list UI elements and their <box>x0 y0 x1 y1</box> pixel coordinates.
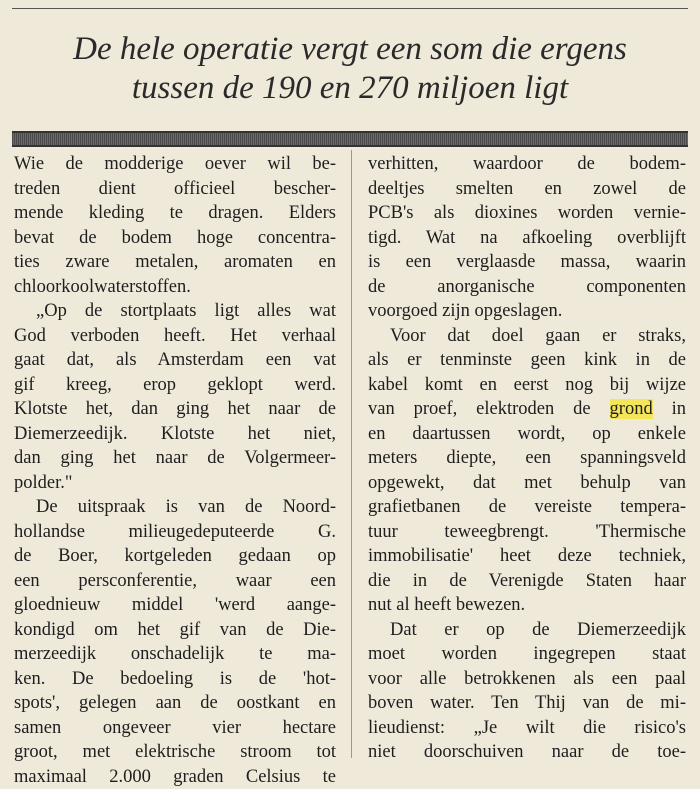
text-line: de Boer, kortgeleden gedaan op <box>14 544 336 569</box>
text-line: God verboden heeft. Het verhaal <box>14 324 336 349</box>
text-line: De uitspraak is van de Noord- <box>14 495 336 520</box>
headline-divider-band <box>12 131 688 147</box>
text-line: kondigd om het gif van de Die- <box>14 618 336 643</box>
text-line: een persconferentie, waar een <box>14 569 336 594</box>
text-line: „Op de stortplaats ligt alles wat <box>14 299 336 324</box>
text-line: opgewekt, dat met behulp van <box>368 471 686 496</box>
text-line: Wie de modderige oever wil be- <box>14 152 336 177</box>
text-line: treden dient officieel bescher- <box>14 177 336 202</box>
article-column-left <box>14 152 336 789</box>
text-fragment: van proef, elektroden de <box>368 399 610 419</box>
text-line: dan ging het naar de Volgermeer- <box>14 446 336 471</box>
text-line: gif kreeg, erop geklopt werd. <box>14 373 336 398</box>
text-line: als er tenminste geen kink in de <box>368 348 686 373</box>
column-divider <box>351 150 352 758</box>
text-line: Voor dat doel gaan er straks, <box>368 324 686 349</box>
top-rule <box>12 8 688 9</box>
text-line: ties zware metalen, aromaten en <box>14 250 336 275</box>
text-fragment: in <box>653 399 686 419</box>
text-line: meters diepte, een spanningsveld <box>368 446 686 471</box>
text-line: moet worden ingegrepen staat <box>368 642 686 667</box>
text-line: Diemerzeedijk. Klotste het niet, <box>14 422 336 447</box>
text-line: die in de Verenigde Staten haar <box>368 569 686 594</box>
text-line: spots', gelegen aan de oostkant en <box>14 691 336 716</box>
article-column-right <box>368 152 686 765</box>
text-line: Dat er op de Diemerzeedijk <box>368 618 686 643</box>
text-line: PCB's als dioxines worden vernie- <box>368 201 686 226</box>
text-line: is een verglaasde massa, waarin <box>368 250 686 275</box>
text-line: tigd. Wat na afkoeling overblijft <box>368 226 686 251</box>
text-line: voor alle betrokkenen als een paal <box>368 667 686 692</box>
text-line: immobilisatie' heet deze techniek, <box>368 544 686 569</box>
highlighted-word: grond <box>610 399 653 419</box>
text-line: samen ongeveer vier hectare <box>14 716 336 741</box>
text-line: deeltjes smelten en zowel de <box>368 177 686 202</box>
text-line: mende kleding te dragen. Elders <box>14 201 336 226</box>
text-line: grafietbanen de vereiste tempera- <box>368 495 686 520</box>
text-line: gaat dat, als Amsterdam een vat <box>14 348 336 373</box>
text-line: niet doorschuiven naar de toe- <box>368 740 686 765</box>
headline-line-1: De hele operatie vergt een som die ergens <box>0 30 700 69</box>
text-line: kabel komt en eerst nog bij wijze <box>368 373 686 398</box>
text-line: Klotste het, dan ging het naar de <box>14 397 336 422</box>
text-line: de anorganische componenten <box>368 275 686 300</box>
text-line: en daartussen wordt, op enkele <box>368 422 686 447</box>
text-line: gloednieuw middel 'werd aange- <box>14 593 336 618</box>
text-line: nut al heeft bewezen. <box>368 593 686 618</box>
text-line: polder." <box>14 471 336 496</box>
text-line: chloorkoolwaterstoffen. <box>14 275 336 300</box>
text-line: lieudienst: „Je wilt die risico's <box>368 716 686 741</box>
text-line: boven water. Ten Thij van de mi- <box>368 691 686 716</box>
text-line: tuur teweegbrengt. 'Thermische <box>368 520 686 545</box>
text-line: maximaal 2.000 graden Celsius te <box>14 765 336 789</box>
text-line-with-highlight <box>368 397 686 422</box>
text-line: groot, met elektrische stroom tot <box>14 740 336 765</box>
text-line: ken. De bedoeling is de 'hot- <box>14 667 336 692</box>
headline-line-2: tussen de 190 en 270 miljoen ligt <box>0 69 700 108</box>
text-line: bevat de bodem hoge concentra- <box>14 226 336 251</box>
text-line: verhitten, waardoor de bodem- <box>368 152 686 177</box>
text-line: merzeedijk onschadelijk te ma- <box>14 642 336 667</box>
text-line: voorgoed zijn opgeslagen. <box>368 299 686 324</box>
text-line: hollandse milieugedeputeerde G. <box>14 520 336 545</box>
